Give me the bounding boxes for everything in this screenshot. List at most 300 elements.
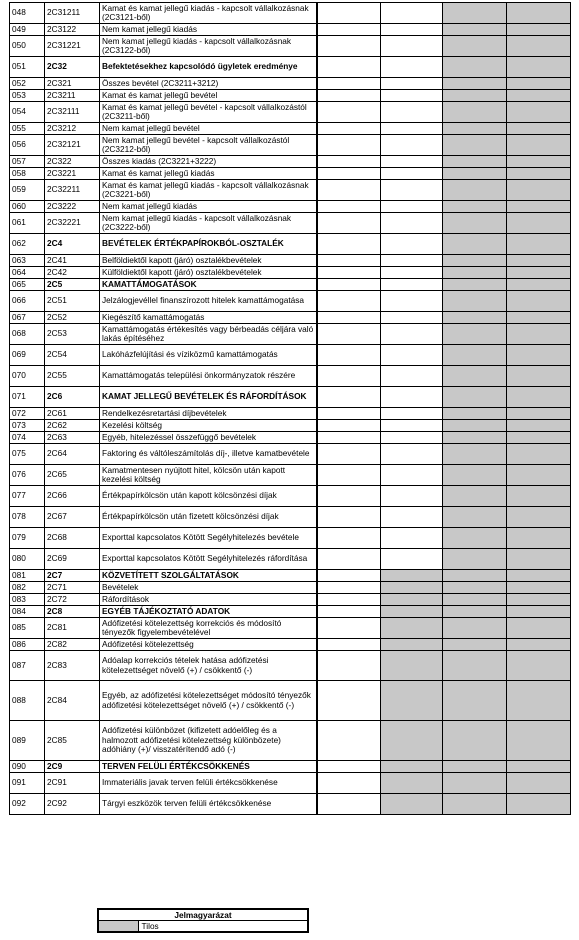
row-description: EGYÉB TÁJÉKOZTATÓ ADATOK xyxy=(100,606,317,618)
row-code: 2C3221 xyxy=(45,168,100,180)
value-cell xyxy=(507,432,571,444)
row-description: Nem kamat jellegű kiadás - kapcsolt vállalkozásnak (2C3122-ből) xyxy=(100,36,317,57)
value-cell[interactable] xyxy=(381,3,443,24)
value-cell xyxy=(381,651,443,681)
table-row xyxy=(10,102,571,123)
legend-label-forbidden: Tilos xyxy=(138,921,308,933)
value-cell xyxy=(443,345,507,366)
value-cell xyxy=(443,721,507,761)
value-cell[interactable] xyxy=(318,78,381,90)
row-description: Kezelési költség xyxy=(100,420,317,432)
value-cell[interactable] xyxy=(318,324,381,345)
row-number: 064 xyxy=(10,267,45,279)
value-cell[interactable] xyxy=(381,90,443,102)
row-number: 085 xyxy=(10,618,45,639)
value-cell[interactable] xyxy=(318,794,381,815)
value-cell[interactable] xyxy=(318,408,381,420)
value-cell[interactable] xyxy=(318,168,381,180)
value-cell[interactable] xyxy=(381,366,443,387)
row-description: Adóalap korrekciós tételek hatása adófizetési kötelezettséget növelő (+) / csökkentő (-) xyxy=(100,651,317,681)
row-description: Nem kamat jellegű kiadás xyxy=(100,201,317,213)
row-description: Összes kiadás (2C3221+3222) xyxy=(100,156,317,168)
value-cell[interactable] xyxy=(318,618,381,639)
row-number: 071 xyxy=(10,387,45,408)
row-number: 066 xyxy=(10,291,45,312)
value-cell[interactable] xyxy=(318,444,381,465)
row-code: 2C9 xyxy=(45,761,100,773)
value-cell xyxy=(507,761,571,773)
row-code: 2C42 xyxy=(45,267,100,279)
row-description: Kamat és kamat jellegű kiadás - kapcsolt vállalkozásnak (2C3121-ből) xyxy=(100,3,317,24)
value-cell xyxy=(381,582,443,594)
row-code: 2C52 xyxy=(45,312,100,324)
row-code: 2C84 xyxy=(45,681,100,721)
value-cell[interactable] xyxy=(381,267,443,279)
row-code: 2C8 xyxy=(45,606,100,618)
value-cell[interactable] xyxy=(318,366,381,387)
row-number: 050 xyxy=(10,36,45,57)
value-cell xyxy=(507,3,571,24)
table-row xyxy=(10,213,571,234)
value-cell xyxy=(443,387,507,408)
row-description: Külföldiektől kapott (járó) osztalékbevételek xyxy=(100,267,317,279)
row-description: Kamattámogatás települési önkormányzatok részére xyxy=(100,366,317,387)
table-row xyxy=(10,78,571,90)
value-cell xyxy=(381,721,443,761)
row-code: 2C6 xyxy=(45,387,100,408)
row-description: Lakóházfelújítási és víziközmű kamattámogatás xyxy=(100,345,317,366)
value-cell xyxy=(507,255,571,267)
row-number: 074 xyxy=(10,432,45,444)
value-cell[interactable] xyxy=(318,291,381,312)
row-description: Egyéb, az adófizetési kötelezettséget módosító tényezők adófizetési kötelezettséget növelő (+) / csökkentő (-) xyxy=(100,681,317,721)
row-number: 087 xyxy=(10,651,45,681)
value-cell xyxy=(443,639,507,651)
table-row xyxy=(10,721,571,761)
value-cell[interactable] xyxy=(381,279,443,291)
row-number: 060 xyxy=(10,201,45,213)
row-code: 2C53 xyxy=(45,324,100,345)
value-cell[interactable] xyxy=(381,444,443,465)
table-row xyxy=(10,387,571,408)
table-row xyxy=(10,408,571,420)
value-cell xyxy=(443,180,507,201)
value-cell xyxy=(507,90,571,102)
value-cell xyxy=(443,528,507,549)
value-cell[interactable] xyxy=(381,255,443,267)
table-row xyxy=(10,444,571,465)
table-row xyxy=(10,36,571,57)
value-cell xyxy=(507,156,571,168)
value-cell xyxy=(507,618,571,639)
row-code: 2C3222 xyxy=(45,201,100,213)
row-description: Kamat és kamat jellegű bevétel xyxy=(100,90,317,102)
row-description: Jelzálogjevéllel finanszírozott hitelek kamattámogatása xyxy=(100,291,317,312)
value-cell[interactable] xyxy=(318,651,381,681)
row-code: 2C31211 xyxy=(45,3,100,24)
value-cell[interactable] xyxy=(381,507,443,528)
row-code: 2C3122 xyxy=(45,24,100,36)
value-cell[interactable] xyxy=(381,465,443,486)
row-number: 082 xyxy=(10,582,45,594)
table-row xyxy=(10,57,571,78)
value-cell[interactable] xyxy=(381,234,443,255)
row-code: 2C65 xyxy=(45,465,100,486)
value-cell[interactable] xyxy=(318,36,381,57)
row-number: 091 xyxy=(10,773,45,794)
value-cell xyxy=(507,24,571,36)
value-cell[interactable] xyxy=(381,420,443,432)
table-row xyxy=(10,432,571,444)
row-description: Tárgyi eszközök terven felüli értékcsökkenése xyxy=(100,794,317,815)
row-description: Kamat és kamat jellegű kiadás xyxy=(100,168,317,180)
value-cell[interactable] xyxy=(318,24,381,36)
row-code: 2C32 xyxy=(45,57,100,78)
row-code: 2C3212 xyxy=(45,123,100,135)
value-cell[interactable] xyxy=(318,594,381,606)
value-cell[interactable] xyxy=(318,681,381,721)
value-cell xyxy=(507,201,571,213)
value-cell xyxy=(507,570,571,582)
table-row xyxy=(10,420,571,432)
row-number: 080 xyxy=(10,549,45,570)
value-cell xyxy=(507,267,571,279)
value-cell xyxy=(443,3,507,24)
value-cell[interactable] xyxy=(318,606,381,618)
value-cell xyxy=(507,102,571,123)
value-cell xyxy=(507,794,571,815)
value-cell[interactable] xyxy=(318,3,381,24)
row-code: 2C61 xyxy=(45,408,100,420)
row-number: 049 xyxy=(10,24,45,36)
value-cell xyxy=(381,618,443,639)
value-cell[interactable] xyxy=(318,432,381,444)
row-code: 2C63 xyxy=(45,432,100,444)
value-cell[interactable] xyxy=(381,486,443,507)
row-description: Exporttal kapcsolatos Kötött Segélyhitelezés bevétele xyxy=(100,528,317,549)
table-row xyxy=(10,486,571,507)
value-cell xyxy=(507,721,571,761)
value-cell[interactable] xyxy=(318,57,381,78)
row-description: TERVEN FELÜLI ÉRTÉKCSÖKKENÉS xyxy=(100,761,317,773)
data-table xyxy=(9,2,571,815)
value-cell[interactable] xyxy=(318,387,381,408)
value-cell[interactable] xyxy=(318,180,381,201)
row-description: Adófizetési kötelezettség xyxy=(100,639,317,651)
value-cell xyxy=(381,773,443,794)
row-description: Kamattámogatás értékesítés vagy bérbeadás céljára való lakás építéséhez xyxy=(100,324,317,345)
row-number: 051 xyxy=(10,57,45,78)
row-description: Rendelkezésretartási díjbevételek xyxy=(100,408,317,420)
table-body xyxy=(10,3,571,815)
row-code: 2C82 xyxy=(45,639,100,651)
value-cell xyxy=(443,255,507,267)
value-cell[interactable] xyxy=(318,156,381,168)
value-cell[interactable] xyxy=(318,773,381,794)
value-cell xyxy=(443,486,507,507)
row-code: 2C83 xyxy=(45,651,100,681)
value-cell xyxy=(507,507,571,528)
row-code: 2C55 xyxy=(45,366,100,387)
value-cell[interactable] xyxy=(318,721,381,761)
row-code: 2C91 xyxy=(45,773,100,794)
row-description: Immateriális javak terven felüli értékcsökkenése xyxy=(100,773,317,794)
value-cell xyxy=(507,366,571,387)
value-cell xyxy=(507,408,571,420)
value-cell[interactable] xyxy=(318,420,381,432)
value-cell xyxy=(507,582,571,594)
table-row xyxy=(10,606,571,618)
value-cell[interactable] xyxy=(381,528,443,549)
value-cell[interactable] xyxy=(381,123,443,135)
row-description: Faktoring és váltóleszámítolás díj-, illetve kamatbevétele xyxy=(100,444,317,465)
row-number: 075 xyxy=(10,444,45,465)
row-number: 068 xyxy=(10,324,45,345)
value-cell xyxy=(443,156,507,168)
table-row xyxy=(10,123,571,135)
row-number: 062 xyxy=(10,234,45,255)
table-row xyxy=(10,291,571,312)
table-row xyxy=(10,761,571,773)
value-cell xyxy=(443,651,507,681)
row-description: Értékpapírkölcsön után kapott kölcsönzési díjak xyxy=(100,486,317,507)
row-code: 2C81 xyxy=(45,618,100,639)
value-cell[interactable] xyxy=(381,324,443,345)
value-cell xyxy=(507,465,571,486)
value-cell xyxy=(443,507,507,528)
value-cell[interactable] xyxy=(318,234,381,255)
row-description: Nem kamat jellegű kiadás - kapcsolt vállalkozásnak (2C3222-ből) xyxy=(100,213,317,234)
value-cell xyxy=(507,78,571,90)
value-cell xyxy=(507,606,571,618)
value-cell xyxy=(507,549,571,570)
legend-title: Jelmagyarázat xyxy=(98,909,308,921)
table-row xyxy=(10,570,571,582)
row-code: 2C3211 xyxy=(45,90,100,102)
row-description: Kamat és kamat jellegű bevétel - kapcsolt vállalkozástól (2C3211-ből) xyxy=(100,102,317,123)
value-cell[interactable] xyxy=(381,312,443,324)
value-cell[interactable] xyxy=(318,528,381,549)
table-row xyxy=(10,267,571,279)
row-code: 2C64 xyxy=(45,444,100,465)
value-cell[interactable] xyxy=(318,465,381,486)
value-cell xyxy=(507,528,571,549)
value-cell xyxy=(443,794,507,815)
table-row xyxy=(10,582,571,594)
row-code: 2C32211 xyxy=(45,180,100,201)
value-cell xyxy=(507,681,571,721)
row-number: 079 xyxy=(10,528,45,549)
value-cell xyxy=(507,123,571,135)
value-cell[interactable] xyxy=(318,213,381,234)
value-cell[interactable] xyxy=(381,180,443,201)
value-cell xyxy=(507,639,571,651)
value-cell[interactable] xyxy=(318,312,381,324)
value-cell xyxy=(507,168,571,180)
row-number: 065 xyxy=(10,279,45,291)
row-number: 090 xyxy=(10,761,45,773)
row-description: Adófizetési kötelezettség korrekciós és módosító tényezők figyelembevételével xyxy=(100,618,317,639)
row-code: 2C51 xyxy=(45,291,100,312)
row-code: 2C322 xyxy=(45,156,100,168)
value-cell xyxy=(443,773,507,794)
value-cell xyxy=(443,234,507,255)
row-description: Nem kamat jellegű kiadás xyxy=(100,24,317,36)
value-cell xyxy=(443,267,507,279)
value-cell xyxy=(507,651,571,681)
row-number: 078 xyxy=(10,507,45,528)
value-cell xyxy=(381,681,443,721)
value-cell[interactable] xyxy=(318,267,381,279)
value-cell xyxy=(443,618,507,639)
value-cell xyxy=(443,761,507,773)
value-cell xyxy=(507,594,571,606)
row-number: 063 xyxy=(10,255,45,267)
value-cell[interactable] xyxy=(381,168,443,180)
table-row xyxy=(10,681,571,721)
row-number: 083 xyxy=(10,594,45,606)
value-cell xyxy=(507,291,571,312)
value-cell xyxy=(507,36,571,57)
value-cell[interactable] xyxy=(381,135,443,156)
row-description: BEVÉTELEK ÉRTÉKPAPÍROKBÓL-OSZTALÉK xyxy=(100,234,317,255)
value-cell[interactable] xyxy=(381,549,443,570)
value-cell xyxy=(381,606,443,618)
table-row xyxy=(10,618,571,639)
value-cell xyxy=(443,135,507,156)
value-cell xyxy=(507,135,571,156)
value-cell[interactable] xyxy=(381,156,443,168)
row-code: 2C32221 xyxy=(45,213,100,234)
row-code: 2C66 xyxy=(45,486,100,507)
table-row xyxy=(10,549,571,570)
value-cell[interactable] xyxy=(318,582,381,594)
row-description: Kamatmentesen nyújtott hitel, kölcsön után kapott kezelési költség xyxy=(100,465,317,486)
row-description: Ráfordítások xyxy=(100,594,317,606)
row-description: KAMAT JELLEGŰ BEVÉTELEK ÉS RÁFORDÍTÁSOK xyxy=(100,387,317,408)
legend-table xyxy=(97,908,309,933)
value-cell[interactable] xyxy=(318,123,381,135)
row-number: 092 xyxy=(10,794,45,815)
value-cell[interactable] xyxy=(318,507,381,528)
row-description: Nem kamat jellegű bevétel xyxy=(100,123,317,135)
value-cell[interactable] xyxy=(381,24,443,36)
row-number: 052 xyxy=(10,78,45,90)
row-number: 069 xyxy=(10,345,45,366)
row-code: 2C41 xyxy=(45,255,100,267)
table-row xyxy=(10,465,571,486)
value-cell[interactable] xyxy=(318,549,381,570)
row-number: 072 xyxy=(10,408,45,420)
row-number: 077 xyxy=(10,486,45,507)
row-code: 2C69 xyxy=(45,549,100,570)
value-cell xyxy=(443,420,507,432)
value-cell xyxy=(381,570,443,582)
row-code: 2C32121 xyxy=(45,135,100,156)
value-cell xyxy=(443,606,507,618)
row-description: Kiegészítő kamattámogatás xyxy=(100,312,317,324)
value-cell[interactable] xyxy=(318,345,381,366)
value-cell xyxy=(507,324,571,345)
row-number: 086 xyxy=(10,639,45,651)
value-cell[interactable] xyxy=(381,387,443,408)
row-number: 058 xyxy=(10,168,45,180)
value-cell[interactable] xyxy=(381,102,443,123)
row-number: 073 xyxy=(10,420,45,432)
value-cell[interactable] xyxy=(318,102,381,123)
row-number: 061 xyxy=(10,213,45,234)
row-description: Exporttal kapcsolatos Kötött Segélyhitelezés ráfordítása xyxy=(100,549,317,570)
value-cell xyxy=(507,387,571,408)
table-row xyxy=(10,168,571,180)
value-cell xyxy=(443,90,507,102)
value-cell xyxy=(443,291,507,312)
value-cell xyxy=(443,444,507,465)
table-row xyxy=(10,234,571,255)
value-cell[interactable] xyxy=(318,255,381,267)
row-code: 2C7 xyxy=(45,570,100,582)
value-cell[interactable] xyxy=(318,639,381,651)
value-cell xyxy=(443,78,507,90)
value-cell[interactable] xyxy=(381,201,443,213)
value-cell xyxy=(381,794,443,815)
value-cell[interactable] xyxy=(318,761,381,773)
value-cell xyxy=(443,57,507,78)
value-cell xyxy=(507,213,571,234)
row-code: 2C92 xyxy=(45,794,100,815)
value-cell[interactable] xyxy=(318,135,381,156)
table-row xyxy=(10,773,571,794)
table-row xyxy=(10,201,571,213)
value-cell[interactable] xyxy=(381,78,443,90)
table-row xyxy=(10,794,571,815)
value-cell xyxy=(443,213,507,234)
row-description: Egyéb, hitelezéssel összefüggő bevételek xyxy=(100,432,317,444)
row-description: Belföldiektől kapott (járó) osztalékbevételek xyxy=(100,255,317,267)
row-code: 2C54 xyxy=(45,345,100,366)
value-cell xyxy=(381,639,443,651)
value-cell[interactable] xyxy=(381,57,443,78)
row-number: 067 xyxy=(10,312,45,324)
value-cell xyxy=(443,36,507,57)
value-cell xyxy=(443,201,507,213)
value-cell[interactable] xyxy=(381,36,443,57)
row-code: 2C62 xyxy=(45,420,100,432)
value-cell[interactable] xyxy=(318,570,381,582)
value-cell[interactable] xyxy=(381,213,443,234)
value-cell xyxy=(443,324,507,345)
row-description: Összes bevétel (2C3211+3212) xyxy=(100,78,317,90)
row-number: 053 xyxy=(10,90,45,102)
value-cell[interactable] xyxy=(318,201,381,213)
value-cell[interactable] xyxy=(318,90,381,102)
value-cell xyxy=(443,408,507,420)
row-code: 2C68 xyxy=(45,528,100,549)
value-cell[interactable] xyxy=(318,279,381,291)
value-cell[interactable] xyxy=(381,291,443,312)
row-number: 048 xyxy=(10,3,45,24)
value-cell xyxy=(443,123,507,135)
value-cell[interactable] xyxy=(318,486,381,507)
value-cell[interactable] xyxy=(381,345,443,366)
row-description: KÖZVETÍTETT SZOLGÁLTATÁSOK xyxy=(100,570,317,582)
value-cell xyxy=(507,345,571,366)
table-row xyxy=(10,528,571,549)
value-cell[interactable] xyxy=(381,408,443,420)
value-cell[interactable] xyxy=(381,432,443,444)
value-cell xyxy=(381,594,443,606)
row-number: 081 xyxy=(10,570,45,582)
